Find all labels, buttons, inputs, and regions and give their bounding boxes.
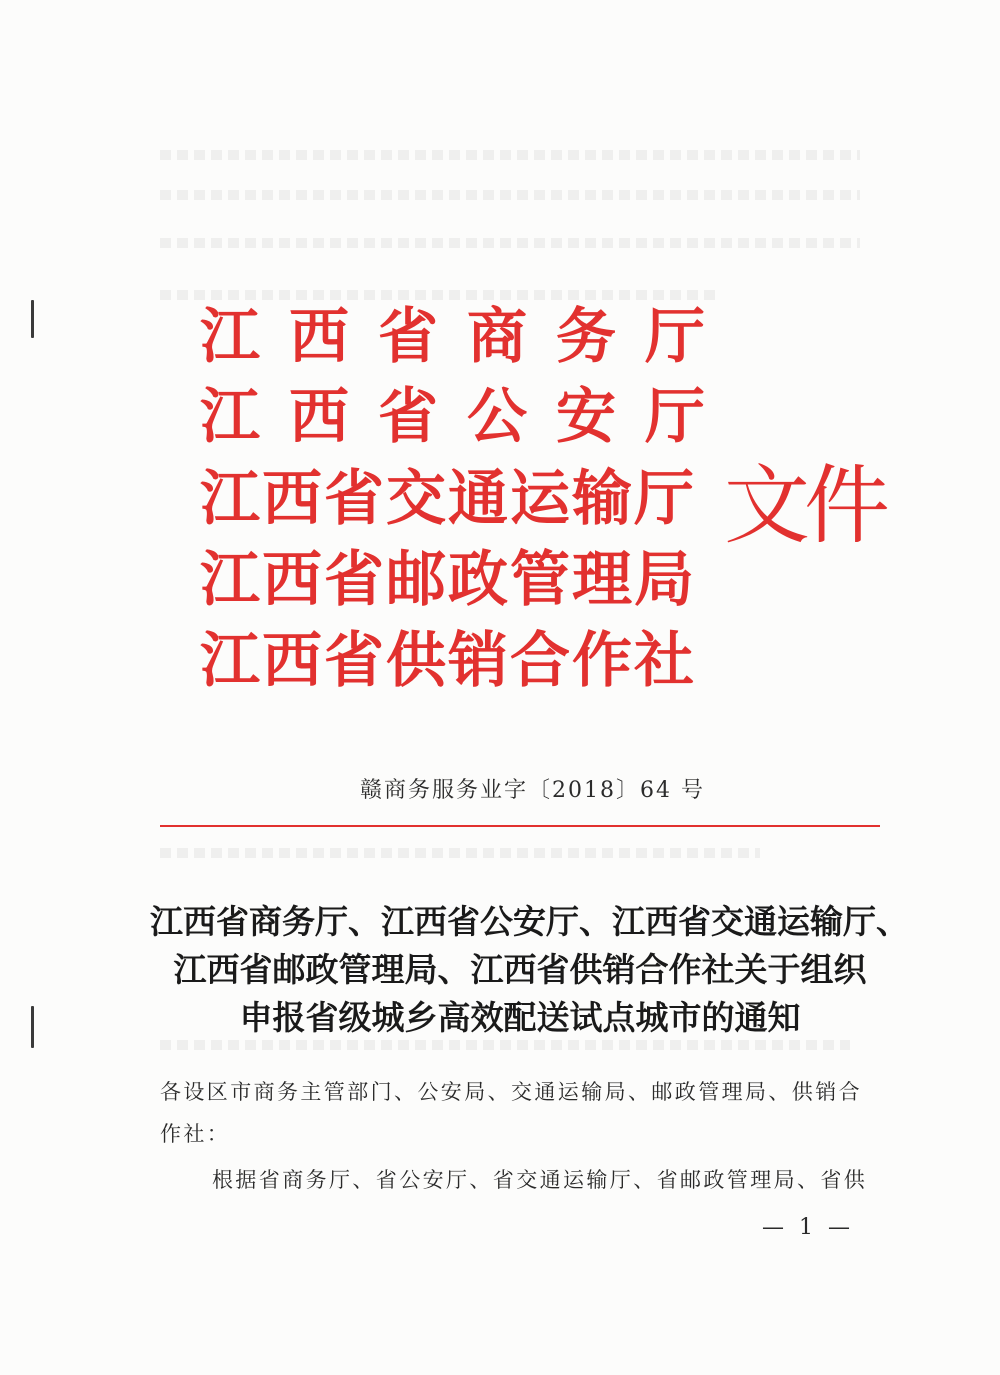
scan-edge-mark — [31, 300, 34, 338]
body-paragraph: 根据省商务厅、省公安厅、省交通运输厅、省邮政管理局、省供 — [212, 1168, 868, 1192]
bleed-through-line — [160, 150, 860, 160]
issuer-name: 江西省商务厅 — [200, 302, 734, 372]
bleed-through-line — [160, 238, 860, 248]
bleed-through-line — [160, 848, 760, 858]
issuer-name: 江西省公安厅 — [200, 382, 734, 452]
red-header-issuers — [200, 300, 884, 700]
title-line: 申报省级城乡高效配送试点城市的通知 — [239, 998, 801, 1037]
bleed-through-line — [160, 290, 720, 300]
bleed-through-line — [160, 190, 860, 200]
issuer-name: 江西省供销合作社 — [200, 626, 696, 696]
document-title — [150, 898, 909, 1042]
scan-edge-mark — [31, 1006, 34, 1048]
issuer-name: 江西省邮政管理局 — [200, 545, 696, 615]
addressee-line: 各设区市商务主管部门、公安局、交通运输局、邮政管理局、供销合 — [160, 1080, 862, 1104]
title-line: 江西省邮政管理局、江西省供销合作社关于组织 — [173, 950, 867, 989]
addressee-line: 作社： — [160, 1122, 231, 1146]
red-divider-line — [160, 825, 880, 827]
issuer-name: 江西省交通运输厅 — [200, 464, 696, 534]
document-label: 文件 — [724, 456, 884, 556]
page-number: — 1 — — [762, 1215, 854, 1240]
document-number: 赣商务服务业字〔2018〕64 号 — [360, 778, 705, 803]
title-line: 江西省商务厅、江西省公安厅、江西省交通运输厅、 — [150, 902, 909, 941]
